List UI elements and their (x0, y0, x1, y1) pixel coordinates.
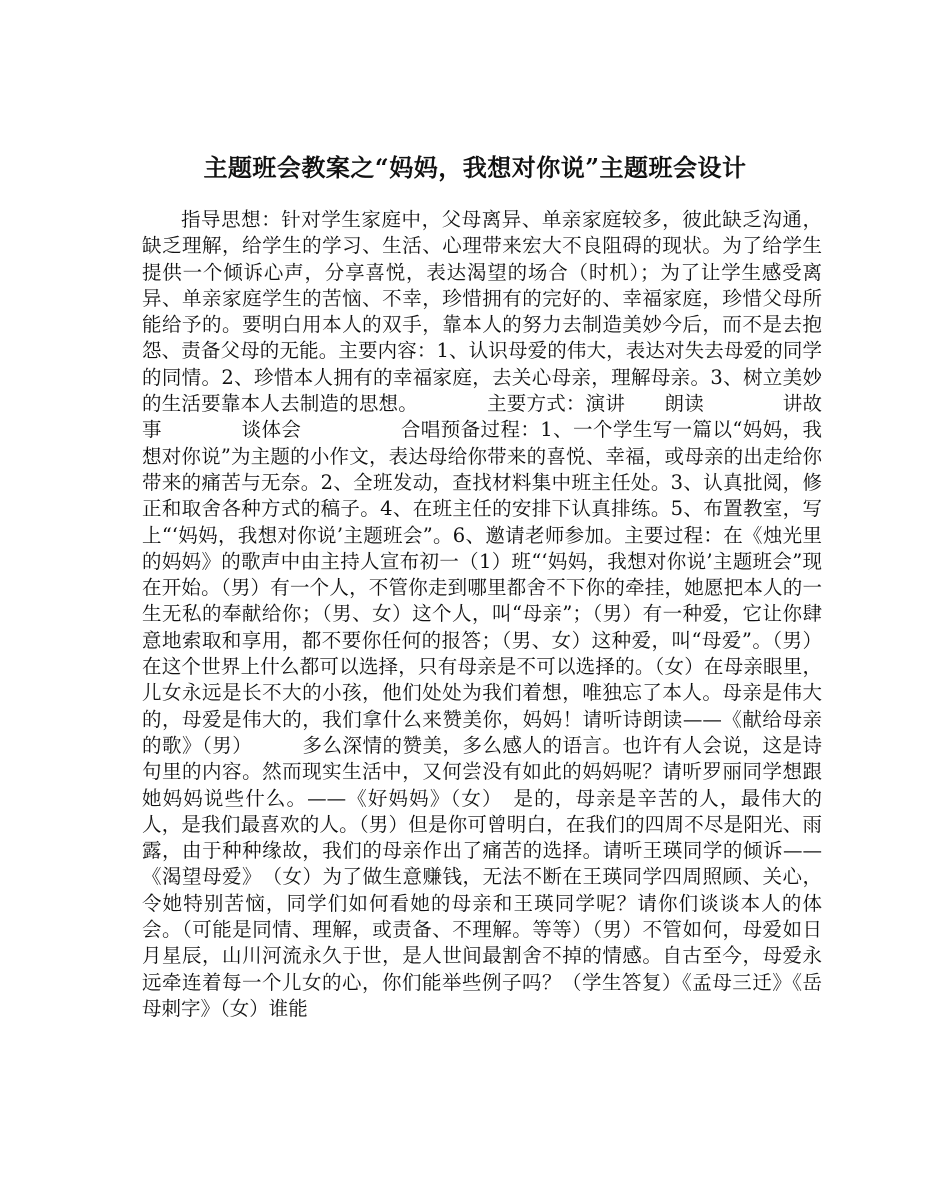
document-body: 指导思想：针对学生家庭中，父母离异、单亲家庭较多，彼此缺乏沟通，缺乏理解，给学生的学习、生活、心理带来宏大不良阻碍的现状。为了给学生提供一个倾诉心声，分享喜悦，表达渴望的场合（时机）；为了让学生感受离异、单亲家庭学生的苦恼、不幸，珍惜拥有的完好的、幸福家庭，珍惜父母所能给予的。要明白用本人的双手，靠本人的努力去制造美妙今后，而不是去抱怨、责备父母的无能。主要内容：1、认识母爱的伟大，表达对失去母爱的同学的同情。2、珍惜本人拥有的幸福家庭，去关心母亲，理解母亲。3、树立美妙的生活要靠本人去制造的思想。 主要方式：演讲 朗读 讲故事 谈体会 合唱预备过程：1、一个学生写一篇以“妈妈，我想对你说”为主题的小作文，表达母给你带来的喜悦、幸福，或母亲的出走给你带来的痛苦与无奈。2、全班发动，查找材料集中班主任处。3、认真批阅，修正和取舍各种方式的稿子。4、在班主任的安排下认真排练。5、布置教室，写上“‘妈妈，我想对你说’主题班会”。6、邀请老师参加。主要过程：在《烛光里的妈妈》的歌声中由主持人宣布初一（1）班“‘妈妈，我想对你说’主题班会”现在开始。（男）有一个人，不管你走到哪里都舍不下你的牵挂，她愿把本人的一生无私的奉献给你；（男、女）这个人，叫“母亲”；（男）有一种爱，它让你肆意地索取和享用，都不要你任何的报答；（男、女）这种爱，叫“母爱”。（男）在这个世界上什么都可以选择，只有母亲是不可以选择的。（女）在母亲眼里，儿女永远是长不大的小孩，他们处处为我们着想，唯独忘了本人。母亲是伟大的，母爱是伟大的，我们拿什么来赞美你，妈妈！请听诗朗读——《献给母亲的歌》（男） 多么深情的赞美，多么感人的语言。也许有人会说，这是诗句里的内容。然而现实生活中，又何尝没有如此的妈妈呢？请听罗丽同学想跟她妈妈说些什么。——《好妈妈》（女） 是的，母亲是辛苦的人，最伟大的人，是我们最喜欢的人。（男）但是你可曾明白，在我们的四周不尽是阳光、雨露，由于种种缘故，我们的母亲作出了痛苦的选择。请听王瑛同学的倾诉——《渴望母爱》 （女）为了做生意赚钱，无法不断在王瑛同学四周照顾、关心，令她特别苦恼，同学们如何看她的母亲和王瑛同学呢？请你们谈谈本人的体会。（可能是同情、理解，或责备、不理解。等等）（男）不管如何，母爱如日月星辰，山川河流永久于世，是人世间最割舍不掉的情感。自古至今，母爱永远牵连着每一个儿女的心，你们能举些例子吗？（学生答复）《孟母三迁》《岳母刺字》（女）谁能 (142, 208, 822, 1020)
document-title: 主题班会教案之“妈妈，我想对你说”主题班会设计 (203, 153, 747, 183)
